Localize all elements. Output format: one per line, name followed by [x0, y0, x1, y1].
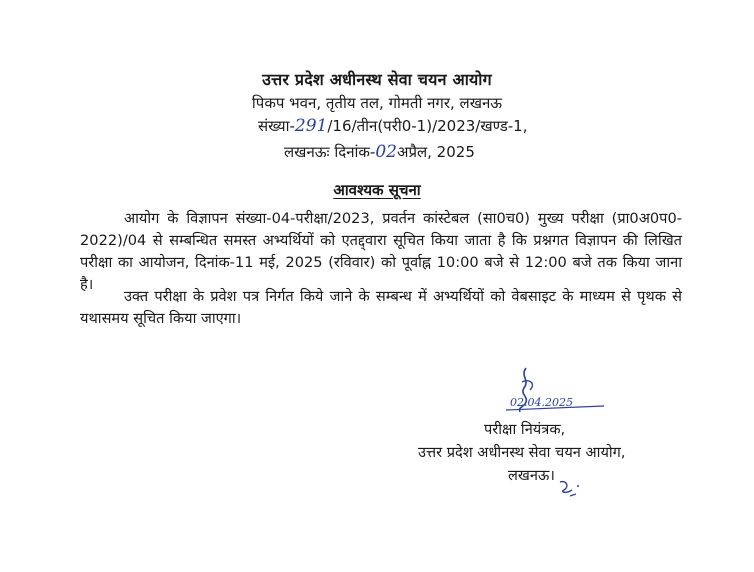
- handwritten-initials: [556, 478, 586, 500]
- signature-date: 02.04.2025: [510, 396, 573, 409]
- notice-paragraph-1: आयोग के विज्ञापन संख्या-04-परीक्षा/2023, प्रवर्तन कांस्टेबल (सा0च0) मुख्य परीक्षा (प्रा0अ0प0-2022)/04 से सम्बन्धित समस्त अभ्यर्थियों को एतद्द्वारा सूचित किया जाता है कि प्रश्नगत विज्ञापन की लिखित परीक्षा का आयोजन, दिनांक-11 मई, 2025 (रविवार) को पूर्वाह्न 10:00 बजे से 12:00 बजे तक किया जाना है।: [80, 210, 682, 293]
- date-prefix: लखनऊः दिनांक-: [284, 143, 376, 161]
- date-suffix: अप्रैल, 2025: [396, 143, 475, 161]
- signatory-block: [418, 418, 658, 487]
- handwritten-signature: [500, 362, 610, 420]
- issue-date: [284, 142, 475, 162]
- notice-title-text: आवश्यक सूचना: [333, 181, 421, 199]
- reference-handwritten-number: 291: [294, 116, 328, 136]
- organization-name: उत्तर प्रदेश अधीनस्थ सेवा चयन आयोग: [262, 70, 492, 89]
- signatory-city: लखनऊ।: [508, 467, 555, 484]
- notice-paragraph-2: उक्त परीक्षा के प्रवेश पत्र निर्गत किये जाने के सम्बन्ध में अभ्यर्थियों को वेबसाइट के माध्यम से पृथक से यथासमय सूचित किया जाएगा।: [80, 288, 682, 327]
- reference-prefix: संख्या-: [258, 117, 295, 135]
- reference-number: [258, 116, 528, 136]
- reference-suffix: /16/तीन(परी0-1)/2023/खण्ड-1,: [327, 117, 528, 135]
- notice-title: [0, 180, 754, 200]
- signatory-organization: उत्तर प्रदेश अधीनस्थ सेवा चयन आयोग,: [418, 444, 626, 461]
- signatory-title: परीक्षा नियंत्रक,: [484, 421, 566, 438]
- date-handwritten-day: 02: [375, 142, 397, 162]
- organization-address: पिकप भवन, तृतीय तल, गोमती नगर, लखनऊ: [251, 94, 503, 112]
